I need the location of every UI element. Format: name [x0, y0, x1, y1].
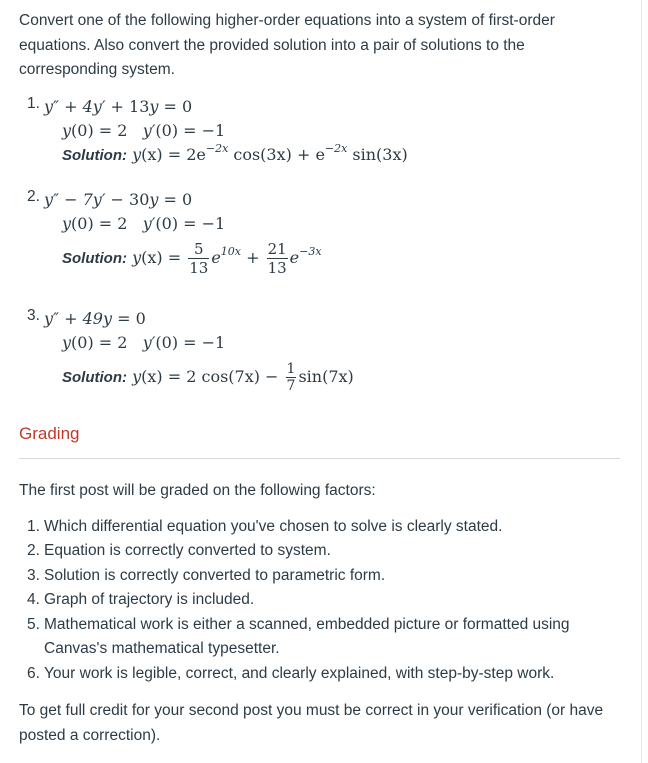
fraction: $\frac{5}{13}$	[189, 239, 209, 277]
grading-section	[19, 424, 620, 748]
problem-3-solution: Solution: y(x) = 2 cos(7x) − $\frac{1}{7}$ sin(7x)	[62, 360, 354, 394]
problem-1-equation: y″ + 4y′ + 13y = 0	[44, 96, 193, 116]
problem-number: 3.	[27, 306, 40, 324]
problem-3-initial-conditions: y(0) = 2 y′(0) = −1	[62, 332, 226, 352]
problem-2-equation: y″ − 7y′ − 30y = 0	[44, 189, 193, 209]
grading-heading: Grading	[19, 424, 80, 443]
grading-intro: The first post will be graded on the following factors:	[19, 482, 376, 499]
fraction: $\frac{21}{13}$	[267, 239, 287, 277]
grading-factor: 5. Mathematical work is either a scanned, embedded picture or formatted using Canvas's mathematical typesetter.	[27, 615, 570, 657]
intro-paragraph: Convert one of the following higher-order equations into a system of first-order equations. Also convert the provided solution into a pair of solutions to the corresponding system.	[19, 12, 555, 78]
problem-3	[19, 307, 619, 399]
solution-label: Solution:	[62, 249, 127, 267]
problem-3-equation: y″ + 49y = 0	[44, 308, 146, 328]
problem-1	[19, 95, 619, 167]
problem-2-solution: Solution: y(x) = $\frac{5}{13}$ $e^{10x}$ + $\frac{21}{13}$ $e^{-3x}$	[62, 239, 322, 277]
problem-number: 2.	[27, 187, 40, 205]
fraction: $\frac{1}{7}$	[286, 360, 296, 394]
solution-label: Solution:	[62, 146, 127, 164]
section-divider	[19, 458, 620, 459]
grading-factor: 2. Equation is correctly converted to system.	[27, 542, 331, 559]
problem-list	[19, 95, 619, 399]
grading-factor: 6. Your work is legible, correct, and clearly explained, with step-by-step work.	[27, 664, 555, 682]
solution-label: Solution:	[62, 368, 127, 386]
problem-1-solution: Solution: $y(x) = 2e^{-2x}$ $\cos(3x) + e^{-2x}$ sin(3x)	[62, 141, 408, 164]
grading-factor-list	[19, 515, 620, 687]
problem-number: 1.	[27, 94, 40, 112]
grading-factor: 4. Graph of trajectory is included.	[27, 591, 255, 608]
problem-1-initial-conditions: y(0) = 2 y′(0) = −1	[62, 120, 226, 140]
problem-2-initial-conditions: y(0) = 2 y′(0) = −1	[62, 213, 226, 233]
grading-closing: To get full credit for your second post you must be correct in your verification (or have posted a correction).	[19, 702, 604, 744]
assignment-content	[19, 0, 619, 744]
grading-factor: 1. Which differential equation you've chosen to solve is clearly stated.	[27, 517, 503, 535]
grading-factor: 3. Solution is correctly converted to parametric form.	[27, 566, 386, 584]
problem-2	[19, 188, 619, 280]
content-right-border	[641, 0, 642, 763]
